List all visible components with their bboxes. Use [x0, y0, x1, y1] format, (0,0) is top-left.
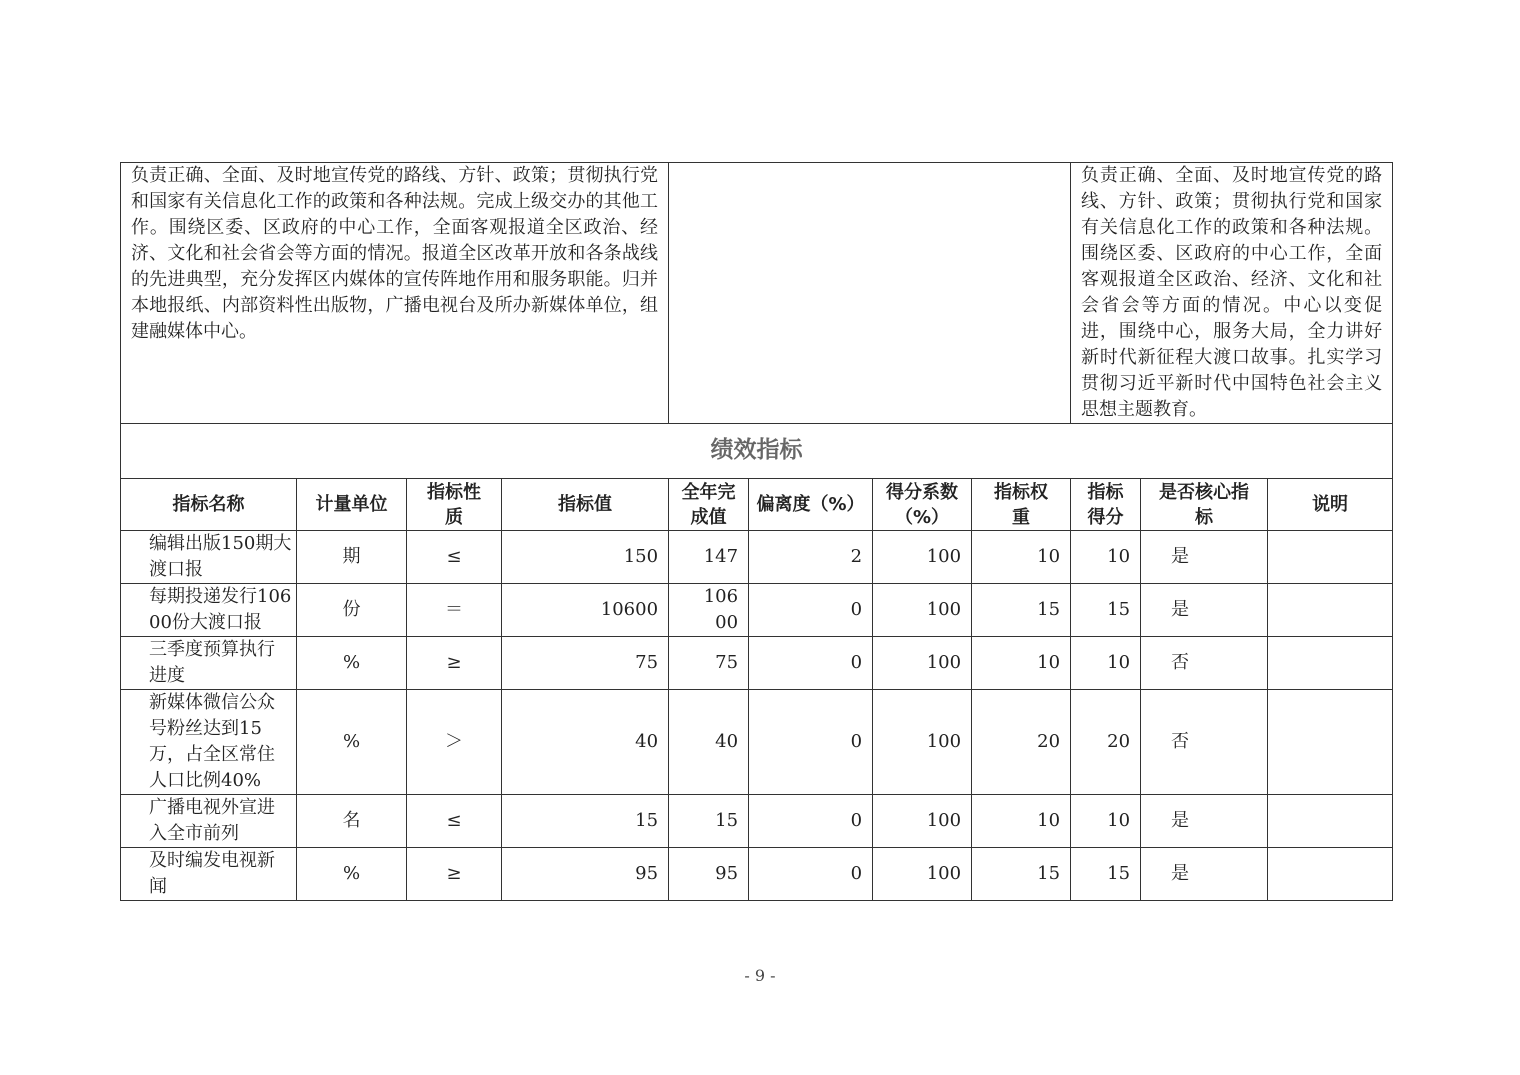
- header-actual-label: 全年完成值: [681, 481, 736, 528]
- cell-unit: %: [297, 690, 407, 795]
- table-row: [121, 584, 1393, 637]
- header-note: 说明: [1268, 479, 1393, 531]
- cell-core: 否: [1141, 690, 1268, 795]
- cell-unit: %: [297, 637, 407, 690]
- cell-weight: 10: [972, 795, 1071, 848]
- cell-core: 是: [1141, 848, 1268, 901]
- cell-note: [1268, 795, 1393, 848]
- table-row: [121, 531, 1393, 584]
- cell-name-text: 新媒体微信公众号粉丝达到15万，占全区常住人口比例40%: [149, 692, 275, 791]
- cell-weight: 15: [972, 848, 1071, 901]
- header-nature-label: 指标性质: [427, 481, 481, 528]
- cell-actual: 147: [669, 531, 749, 584]
- cell-score: 15: [1071, 584, 1141, 637]
- description-middle-cell: [669, 163, 1071, 424]
- cell-score: 10: [1071, 795, 1141, 848]
- cell-target: 75: [502, 637, 669, 690]
- description-left-text: 负责正确、全面、及时地宣传党的路线、方针、政策；贯彻执行党和国家有关信息化工作的政策和各种法规。完成上级交办的其他工作。围绕区委、区政府的中心工作，全面客观报道全区政治、经济、文化和社会省会等方面的情况。报道全区改革开放和各条战线的先进典型，充分发挥区内媒体的宣传阵地作用和服务职能。归并本地报纸、内部资料性出版物，广播电视台及所办新媒体单位，组建融媒体中心。: [131, 165, 659, 342]
- header-weight: [972, 479, 1071, 531]
- table-row: [121, 795, 1393, 848]
- header-score-label: 指标得分: [1087, 481, 1124, 528]
- cell-target: 15: [502, 795, 669, 848]
- cell-coef: 100: [873, 584, 972, 637]
- cell-unit: %: [297, 848, 407, 901]
- cell-coef: 100: [873, 637, 972, 690]
- cell-coef: 100: [873, 848, 972, 901]
- cell-core: 是: [1141, 795, 1268, 848]
- description-right-cell: [1071, 163, 1393, 424]
- cell-actual: 75: [669, 637, 749, 690]
- page-number: - 9 -: [744, 966, 776, 985]
- cell-nature: ＝: [407, 584, 502, 637]
- cell-name-text: 每期投递发行10600份大渡口报: [149, 586, 292, 633]
- header-target: 指标值: [502, 479, 669, 531]
- cell-coef: 100: [873, 795, 972, 848]
- header-coef: [873, 479, 972, 531]
- cell-actual: 95: [669, 848, 749, 901]
- header-score: [1071, 479, 1141, 531]
- cell-name: [121, 848, 297, 901]
- header-weight-label: 指标权重: [994, 481, 1049, 528]
- cell-note: [1268, 848, 1393, 901]
- section-title-cell: [121, 424, 1393, 479]
- header-name: 指标名称: [121, 479, 297, 531]
- section-title: 绩效指标: [710, 437, 803, 463]
- cell-note: [1268, 690, 1393, 795]
- cell-target: 150: [502, 531, 669, 584]
- header-deviation: 偏离度（%）: [749, 479, 873, 531]
- cell-target: 40: [502, 690, 669, 795]
- cell-weight: 10: [972, 637, 1071, 690]
- cell-target: 95: [502, 848, 669, 901]
- performance-table: [120, 162, 1393, 901]
- cell-nature: ≤: [407, 795, 502, 848]
- cell-deviation: 0: [749, 584, 873, 637]
- description-row: [121, 163, 1393, 424]
- cell-note: [1268, 584, 1393, 637]
- cell-unit: 名: [297, 795, 407, 848]
- cell-coef: 100: [873, 690, 972, 795]
- header-core: [1141, 479, 1268, 531]
- cell-name-text: 广播电视外宣进入全市前列: [149, 797, 275, 844]
- cell-nature: ≥: [407, 848, 502, 901]
- cell-weight: 10: [972, 531, 1071, 584]
- cell-name: [121, 795, 297, 848]
- cell-actual-text: 10600: [703, 586, 739, 633]
- cell-name: [121, 584, 297, 637]
- cell-name-text: 编辑出版150期大渡口报: [149, 533, 292, 580]
- table-row: [121, 637, 1393, 690]
- description-right-text: 负责正确、全面、及时地宣传党的路线、方针、政策；贯彻执行党和国家有关信息化工作的政策和各种法规。围绕区委、区政府的中心工作，全面客观报道全区政治、经济、文化和社会省会等方面的情况。中心以变促进，围绕中心，服务大局，全力讲好新时代新征程大渡口故事。扎实学习贯彻习近平新时代中国特色社会主义思想主题教育。: [1081, 165, 1383, 420]
- table-row: [121, 848, 1393, 901]
- cell-score: 10: [1071, 637, 1141, 690]
- header-nature: [407, 479, 502, 531]
- cell-deviation: 0: [749, 690, 873, 795]
- cell-actual: 40: [669, 690, 749, 795]
- cell-weight: 20: [972, 690, 1071, 795]
- cell-score: 15: [1071, 848, 1141, 901]
- cell-unit: 份: [297, 584, 407, 637]
- cell-core: 是: [1141, 584, 1268, 637]
- header-row: [121, 479, 1393, 531]
- cell-nature: ≤: [407, 531, 502, 584]
- cell-weight: 15: [972, 584, 1071, 637]
- header-unit: 计量单位: [297, 479, 407, 531]
- cell-name-text: 及时编发电视新闻: [149, 850, 275, 897]
- cell-note: [1268, 531, 1393, 584]
- cell-target: 10600: [502, 584, 669, 637]
- cell-actual: 15: [669, 795, 749, 848]
- cell-coef: 100: [873, 531, 972, 584]
- cell-name-text: 三季度预算执行进度: [149, 639, 275, 686]
- cell-unit: 期: [297, 531, 407, 584]
- cell-name: [121, 531, 297, 584]
- table-row: [121, 690, 1393, 795]
- header-core-label: 是否核心指标: [1159, 481, 1250, 528]
- cell-nature: ≥: [407, 637, 502, 690]
- cell-deviation: 0: [749, 637, 873, 690]
- cell-deviation: 2: [749, 531, 873, 584]
- cell-core: 否: [1141, 637, 1268, 690]
- cell-actual: [669, 584, 749, 637]
- section-title-row: [121, 424, 1393, 479]
- header-coef-label: 得分系数（%）: [886, 481, 959, 528]
- cell-name: [121, 637, 297, 690]
- cell-deviation: 0: [749, 848, 873, 901]
- cell-core: 是: [1141, 531, 1268, 584]
- cell-note: [1268, 637, 1393, 690]
- cell-name: [121, 690, 297, 795]
- cell-score: 10: [1071, 531, 1141, 584]
- cell-score: 20: [1071, 690, 1141, 795]
- cell-deviation: 0: [749, 795, 873, 848]
- header-actual: [669, 479, 749, 531]
- description-left-cell: [121, 163, 669, 424]
- cell-nature: ＞: [407, 690, 502, 795]
